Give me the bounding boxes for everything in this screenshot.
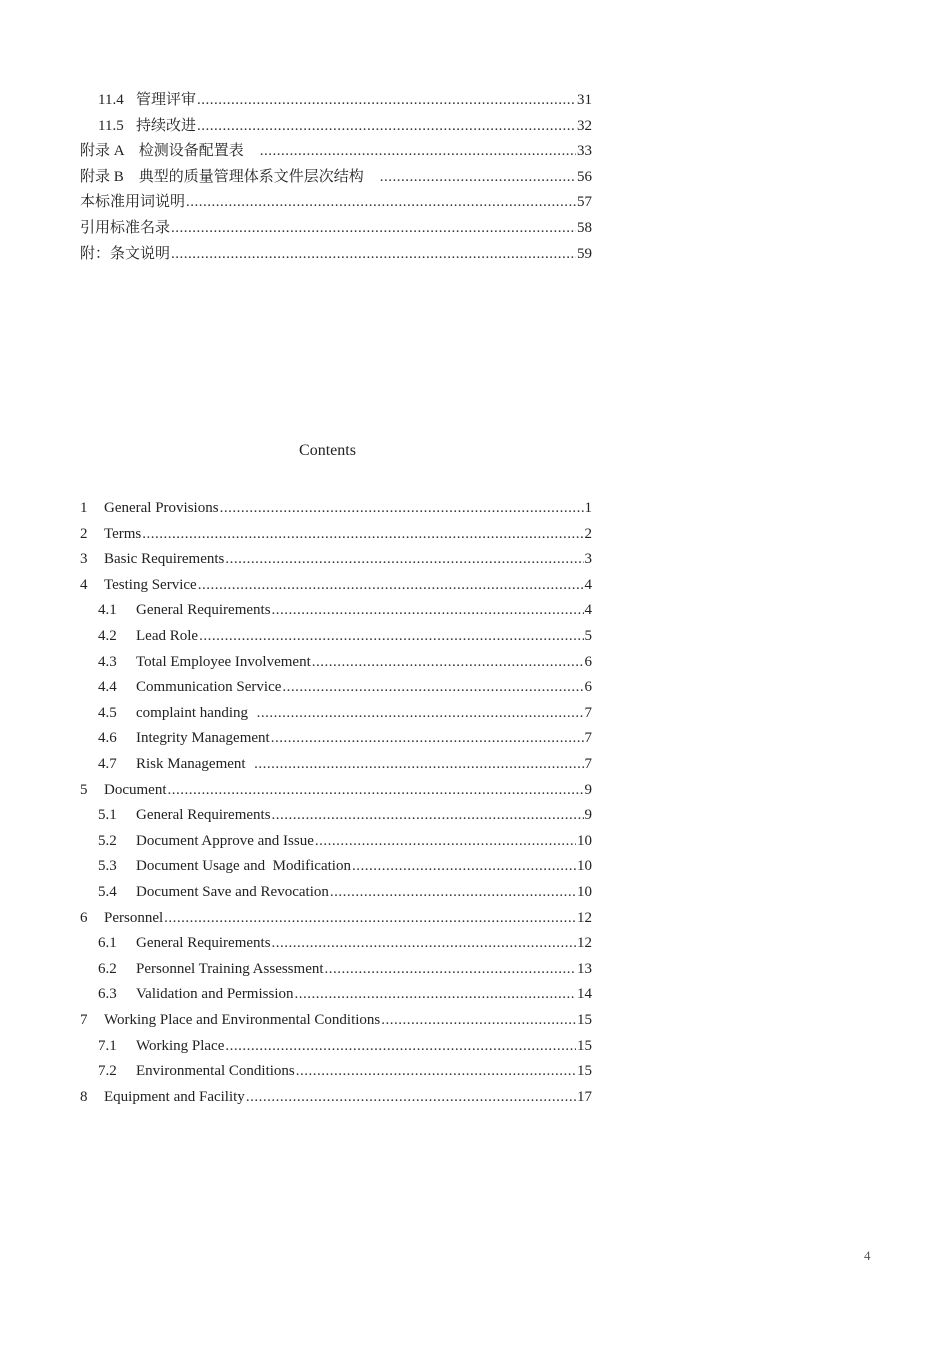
toc-entry-page: 14 <box>577 986 592 1003</box>
toc-entry-number: 3 <box>80 551 88 568</box>
toc-entry[interactable] <box>98 90 592 110</box>
toc-entry[interactable] <box>80 524 592 544</box>
toc-entry-title: Risk Management <box>136 756 254 772</box>
toc-entry[interactable] <box>98 626 592 646</box>
toc-entry[interactable] <box>80 498 592 518</box>
toc-entry-number: 8 <box>80 1088 88 1105</box>
toc-leader-dots <box>246 1087 576 1107</box>
toc-leader-dots <box>197 90 576 110</box>
toc-entry-page: 15 <box>577 1063 592 1080</box>
toc-entry-page: 10 <box>577 884 592 900</box>
toc-entry-number: 11.5 <box>98 117 124 134</box>
toc-entry-page: 7 <box>584 756 592 772</box>
toc-entry[interactable] <box>80 167 592 187</box>
toc-entry[interactable] <box>80 218 592 238</box>
toc-entry-page: 4 <box>584 576 592 593</box>
toc-entry-page: 3 <box>584 551 592 568</box>
toc-leader-dots <box>220 498 584 518</box>
toc-entry-number: 5.3 <box>98 858 117 875</box>
toc-entry-page: 15 <box>577 1037 592 1054</box>
toc-entry-page: 4 <box>584 602 592 619</box>
toc-leader-dots <box>282 677 583 697</box>
toc-leader-dots <box>295 984 577 1004</box>
toc-entry-number: 1 <box>80 500 88 516</box>
toc-entry[interactable] <box>98 959 592 979</box>
toc-entry-number: 4.3 <box>98 653 117 670</box>
toc-leader-dots <box>325 959 576 979</box>
toc-entry-title: Document Usage and Modification <box>136 858 351 875</box>
toc-entry-number: 4.1 <box>98 602 117 619</box>
toc-leader-dots <box>171 244 576 264</box>
toc-entry[interactable] <box>80 549 592 569</box>
toc-entry-number: 6.1 <box>98 935 117 952</box>
toc-entry-title: Total Employee Involvement <box>136 653 311 670</box>
toc-leader-dots <box>199 626 583 646</box>
toc-leader-dots <box>257 703 584 723</box>
toc-entry-title: Working Place <box>136 1037 225 1054</box>
toc-entry-page: 13 <box>577 960 592 977</box>
toc-entry-title: Testing Service <box>104 576 197 593</box>
toc-entry-page: 33 <box>577 143 592 160</box>
toc-entry-page: 6 <box>584 653 592 670</box>
toc-entry-title: General Provisions <box>104 500 219 516</box>
toc-entry-page: 1 <box>584 500 592 516</box>
toc-entry-title: Document Approve and Issue <box>136 832 314 849</box>
toc-entry-page: 7 <box>584 730 592 747</box>
toc-entry-number: 6.3 <box>98 986 117 1003</box>
page-number: 4 <box>864 1248 871 1263</box>
toc-entry-page: 59 <box>577 245 592 262</box>
toc-entry-title: 引用标准名录 <box>80 220 171 236</box>
toc-entry[interactable] <box>80 780 592 800</box>
toc-entry-title: Basic Requirements <box>104 551 225 568</box>
toc-entry-title: Working Place and Environmental Conditions <box>104 1012 381 1028</box>
toc-entry-number: 6.2 <box>98 960 117 977</box>
toc-entry-page: 58 <box>577 220 592 236</box>
toc-entry-number: 11.4 <box>98 92 124 108</box>
toc-leader-dots <box>225 549 583 569</box>
toc-entry-page: 32 <box>577 117 592 134</box>
toc-entry-number: 4.4 <box>98 679 117 696</box>
toc-entry-page: 6 <box>584 679 592 696</box>
toc-entry-title: Validation and Permission <box>136 986 294 1003</box>
toc-entry[interactable] <box>98 728 592 748</box>
toc-entry-page: 7 <box>584 704 592 721</box>
toc-leader-dots <box>272 933 576 953</box>
toc-entry-title: Document Save and Revocation <box>136 884 329 900</box>
toc-entry-number: 4.6 <box>98 730 117 747</box>
toc-entry-title: Personnel Training Assessment <box>136 960 324 977</box>
toc-leader-dots <box>271 728 584 748</box>
toc-entry[interactable] <box>80 244 592 264</box>
toc-entry[interactable] <box>98 600 592 620</box>
toc-leader-dots <box>380 167 576 187</box>
toc-entry-page: 2 <box>584 525 592 542</box>
toc-entry-number: 5 <box>80 781 88 798</box>
toc-entry-title: General Requirements <box>136 602 271 619</box>
toc-entry-number: 4 <box>80 576 88 593</box>
toc-entry-page: 10 <box>577 832 592 849</box>
toc-entry[interactable] <box>80 575 592 595</box>
toc-entry-page: 56 <box>577 168 592 185</box>
toc-entry[interactable] <box>80 1010 592 1030</box>
toc-entry-title: 附录 B 典型的质量管理体系文件层次结构 <box>80 168 379 185</box>
toc-leader-dots <box>315 831 576 851</box>
toc-leader-dots <box>164 908 576 928</box>
toc-leader-dots <box>171 218 576 238</box>
toc-leader-dots <box>167 780 583 800</box>
toc-entry-title: General Requirements <box>136 935 271 952</box>
toc-leader-dots <box>330 882 576 902</box>
toc-leader-dots <box>142 524 583 544</box>
toc-entry[interactable] <box>98 1061 592 1081</box>
toc-entry-title: complaint handing <box>136 704 256 721</box>
toc-entry[interactable] <box>98 831 592 851</box>
toc-leader-dots <box>272 600 584 620</box>
toc-entry-title: Equipment and Facility <box>104 1088 245 1105</box>
toc-entry-title: Document <box>104 781 167 798</box>
toc-leader-dots <box>198 575 584 595</box>
toc-leader-dots <box>260 141 576 161</box>
toc-entry[interactable] <box>98 652 592 672</box>
toc-entry-number: 6 <box>80 909 88 926</box>
toc-entry-page: 12 <box>577 909 592 926</box>
toc-entry-number: 5.4 <box>98 884 117 900</box>
toc-leader-dots <box>197 116 576 136</box>
toc-entry-title: Integrity Management <box>136 730 270 747</box>
toc-entry-page: 9 <box>584 807 592 824</box>
toc-entry[interactable] <box>80 908 592 928</box>
toc-entry-number: 4.5 <box>98 704 117 721</box>
toc-entry[interactable] <box>80 1087 592 1107</box>
toc-entry[interactable] <box>98 805 592 825</box>
toc-leader-dots <box>225 1036 576 1056</box>
toc-entry-title: 管理评审 <box>136 92 197 108</box>
toc-entry-title: 持续改进 <box>136 117 197 134</box>
toc-entry[interactable] <box>98 1036 592 1056</box>
toc-entry-number: 4.2 <box>98 628 117 644</box>
toc-entry[interactable] <box>98 754 592 774</box>
toc-leader-dots <box>381 1010 576 1030</box>
toc-entry-page: 17 <box>577 1088 592 1105</box>
toc-entry-number: 4.7 <box>98 756 117 772</box>
toc-entry-page: 31 <box>577 92 592 108</box>
toc-entry-title: 附：条文说明 <box>80 245 171 262</box>
toc-entry-title: Environmental Conditions <box>136 1063 295 1080</box>
toc-entry[interactable] <box>80 141 592 161</box>
toc-entry-page: 9 <box>584 781 592 798</box>
toc-entry-title: Personnel <box>104 909 164 926</box>
toc-entry-number: 7 <box>80 1012 88 1028</box>
toc-entry-number: 7.1 <box>98 1037 117 1054</box>
toc-entry[interactable] <box>98 984 592 1004</box>
toc-entry-page: 12 <box>577 935 592 952</box>
toc-entry[interactable] <box>98 933 592 953</box>
toc-leader-dots <box>352 856 576 876</box>
toc-entry[interactable] <box>98 882 592 902</box>
toc-entry-number: 2 <box>80 525 88 542</box>
toc-entry-page: 15 <box>577 1012 592 1028</box>
toc-entry-title: Communication Service <box>136 679 282 696</box>
toc-entry-number: 5.1 <box>98 807 117 824</box>
contents-heading: Contents <box>299 442 356 459</box>
toc-entry[interactable] <box>98 703 592 723</box>
toc-entry-title: 附录 A 检测设备配置表 <box>80 143 259 160</box>
toc-entry-title: Terms <box>104 525 142 542</box>
toc-leader-dots <box>254 754 583 774</box>
toc-entry-title: Lead Role <box>136 628 199 644</box>
toc-entry[interactable] <box>98 677 592 697</box>
toc-entry-title: 本标准用词说明 <box>80 194 186 211</box>
toc-entry[interactable] <box>98 856 592 876</box>
toc-entry-page: 5 <box>584 628 592 644</box>
toc-leader-dots <box>296 1061 576 1081</box>
toc-leader-dots <box>186 192 576 212</box>
toc-leader-dots <box>312 652 584 672</box>
toc-entry-page: 10 <box>577 858 592 875</box>
toc-entry[interactable] <box>98 116 592 136</box>
toc-leader-dots <box>272 805 584 825</box>
toc-entry-number: 7.2 <box>98 1063 117 1080</box>
toc-entry-number: 5.2 <box>98 832 117 849</box>
toc-entry-title: General Requirements <box>136 807 271 824</box>
toc-entry[interactable] <box>80 192 592 212</box>
toc-entry-page: 57 <box>577 194 592 211</box>
